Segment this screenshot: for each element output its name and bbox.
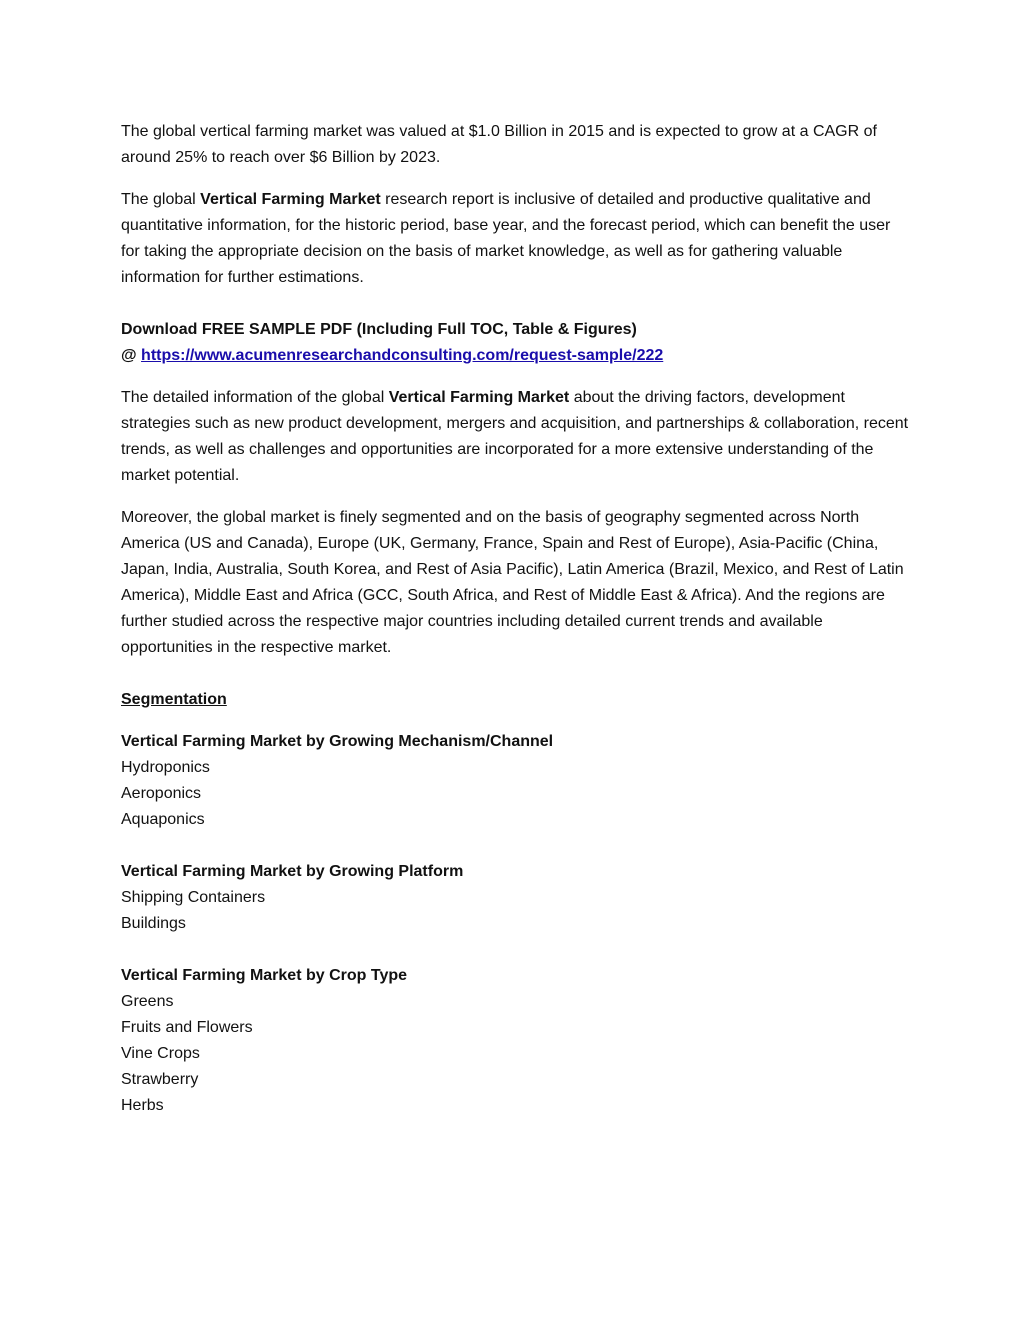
list-item: Fruits and Flowers xyxy=(121,1019,253,1036)
segment-group-title: Vertical Farming Market by Growing Platform xyxy=(121,863,464,880)
download-sample-label: Download FREE SAMPLE PDF (Including Full TOC, Table & Figures) xyxy=(121,321,637,338)
intro-paragraph: The global vertical farming market was valued at $1.0 Billion in 2015 and is expected to grow at a CAGR of around 25% to reach over $6 Billion by 2023. xyxy=(121,123,877,166)
segment-group-title: Vertical Farming Market by Crop Type xyxy=(121,967,408,984)
details-post: about the driving factors, development strategies such as new product development, mergers and acquisition, and partnerships & collaboration, recent trends, as well as challenges and opportunities are incorporated for a more extensive understanding of the market potential. xyxy=(121,389,909,484)
segmentation-heading: Segmentation xyxy=(121,691,227,708)
at-symbol: @ xyxy=(121,347,142,364)
report-description-paragraph xyxy=(121,187,911,291)
list-item: Strawberry xyxy=(121,1071,199,1088)
list-item: Shipping Containers xyxy=(121,889,266,906)
list-item: Greens xyxy=(121,993,174,1010)
details-pre: The detailed information of the global xyxy=(121,389,389,406)
segment-list xyxy=(121,989,911,1119)
list-item: Buildings xyxy=(121,915,186,932)
report-description-pre: The global xyxy=(121,191,201,208)
list-item: Herbs xyxy=(121,1097,164,1114)
list-item: Aeroponics xyxy=(121,785,202,802)
geography-paragraph: Moreover, the global market is finely segmented and on the basis of geography segmented across North America (US and Canada), Europe (UK, Germany, France, Spain and Rest of Europe), Asia-Pacific (China, Japan, India, Australia, South Korea, and Rest of Asia Pacific), Latin America (Brazil, Mexico, and Rest of Latin America), Middle East and Africa (GCC, South Africa, and Rest of Middle East & Africa). And the regions are further studied across the respective major countries including detailed current trends and available opportunities in the respective market. xyxy=(121,509,904,656)
details-paragraph xyxy=(121,385,911,489)
report-description-keyword: Vertical Farming Market xyxy=(200,191,381,208)
document-page xyxy=(121,119,911,1119)
list-item: Vine Crops xyxy=(121,1045,200,1062)
segment-list xyxy=(121,885,911,937)
segment-group-title: Vertical Farming Market by Growing Mechanism/Channel xyxy=(121,733,554,750)
segment-list xyxy=(121,755,911,833)
list-item: Hydroponics xyxy=(121,759,210,776)
report-description-post: research report is inclusive of detailed and productive qualitative and quantitative information, for the historic period, base year, and the forecast period, which can benefit the user for taking the appropriate decision on the basis of market knowledge, as well as for gathering valuable information for further estimations. xyxy=(121,191,891,286)
download-sample-link-line xyxy=(121,343,911,369)
request-sample-link[interactable]: https://www.acumenresearchandconsulting.com/request-sample/222 xyxy=(141,347,664,364)
list-item: Aquaponics xyxy=(121,811,205,828)
details-keyword: Vertical Farming Market xyxy=(388,389,570,406)
